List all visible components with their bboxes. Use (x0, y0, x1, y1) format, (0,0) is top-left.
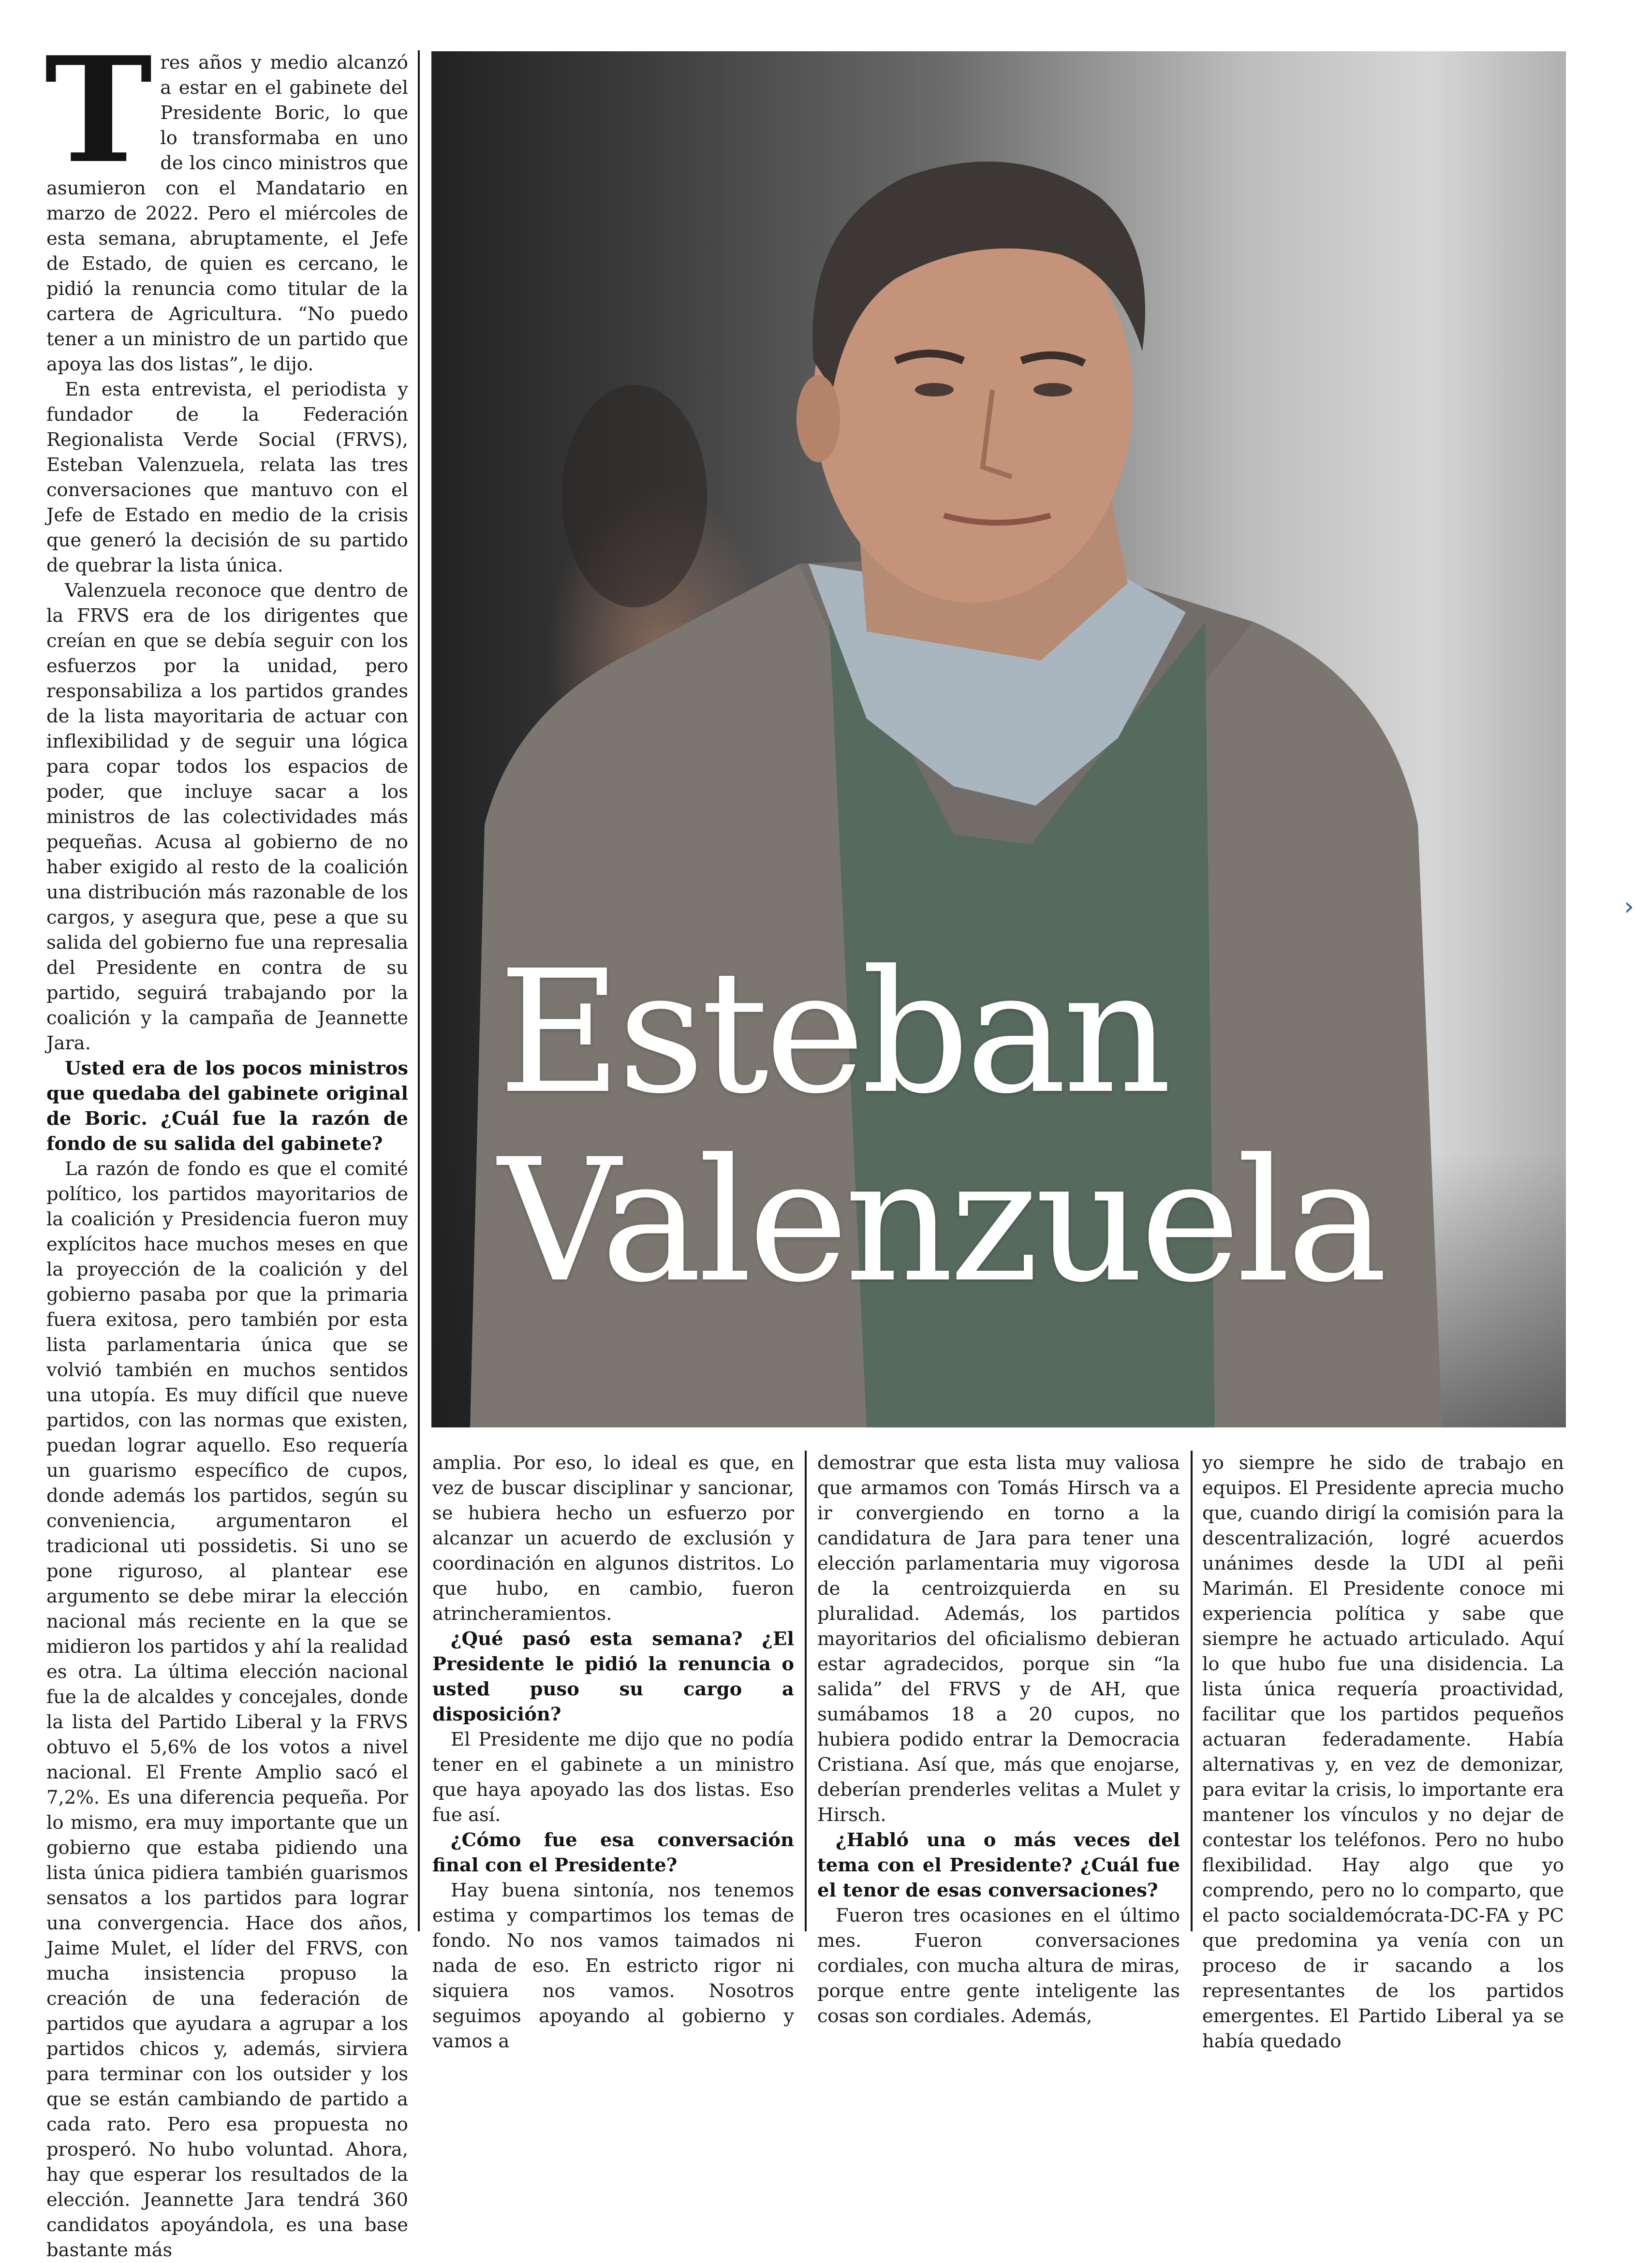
interview-answer: yo siempre he sido de trabajo en equipos. El Presidente aprecia mucho que, cuando dirigí la comisión para la descentralización, logré acuerdos unánimes desde la UDI al peñi Marimán. El Presidente conoce mi experiencia política y sabe que siempre he actuado articulado. Aquí lo que hubo fue una disidencia. La lista única requería proactividad, facilitar que los partidos pequeños actuaran federadamente. Había alternativas y, en vez de demonizar, para evitar la crisis, lo importante era mantener los vínculos y no dejar de contestar los teléfonos. Pero no hubo flexibilidad. Hay algo que yo comprendo, pero no lo comparto, que el pacto socialdemócrata-DC-FA y PC que predomina ya venía con un proceso de ir sacando a los representantes de los partidos emergentes. El Partido Liberal ya se había quedado (1202, 1452, 1564, 2052)
interview-question: Usted era de los pocos ministros que quedaba del gabinete original de Boric. ¿Cuál fue la razón de fondo de su salida del gabinete? (46, 1058, 408, 1155)
interview-answer: Fueron tres ocasiones en el último mes. Fueron conversaciones cordiales, con mucha altura de miras, porque entre gente inteligente las cosas son cordiales. Además, (817, 1905, 1180, 2027)
drop-cap: T (44, 25, 153, 195)
headline-first-name: Esteban (498, 934, 1168, 1131)
interview-question: ¿Habló una o más veces del tema con el Presidente? ¿Cuál fue el tenor de esas conversaciones? (817, 1829, 1180, 1901)
column-divider (418, 50, 420, 1931)
lead-text: res años y medio alcanzó a estar en el gabinete del Presidente Boric, lo que lo transformaba en uno de los cinco ministros que asumieron con el Mandatario en marzo de 2022. Pero el miércoles de esta semana, abruptamente, el Jefe de Estado, de quien es cercano, le pidió la renuncia como titular de la cartera de Agricultura. “No puedo tener a un ministro de un partido que apoya las dos listas”, le dijo. (46, 52, 408, 375)
lead-paragraph (44, 25, 408, 377)
article-column-2 (432, 1451, 794, 2054)
interview-answer: amplia. Por eso, lo ideal es que, en vez de buscar disciplinar y sancionar, se hubiera hecho un esfuerzo por alcanzar un acuerdo de exclusión y coordinación en algunos distritos. Lo que hubo, en cambio, fueron atrincheramientos. (432, 1452, 794, 1625)
interview-answer: La razón de fondo es que el comité político, los partidos mayoritarios de la coalición y Presidencia fueron muy explícitos hace muchos meses en que la proyección de la coalición y del gobierno pasaba por que la primaria fuera exitosa, pero también por esta lista parlamentaria única que se volvió también en muchos sentidos una utopía. Es muy difícil que nueve partidos, con las normas que existen, puedan lograr aquello. Eso requería un guarismo específico de cupos, donde además los partidos, según su conveniencia, argumentaron el tradicional uti possidetis. Si uno se pone riguroso, al plantear ese argumento se debe mirar la elección nacional más reciente en la que se midieron los partidos y ahí la realidad es otra. La última elección nacional fue la de alcaldes y concejales, donde la lista del Partido Liberal y la FRVS obtuvo el 5,6% de los votos a nivel nacional. El Frente Amplio sacó el 7,2%. Es una diferencia pequeña. Por lo mismo, era muy importante que un gobierno que estaba pidiendo una lista única pidiera también guarismos sensatos a los partidos para lograr una convergencia. Hace dos años, Jaime Mulet, el líder del FRVS, con mucha insistencia propuso la creación de una federación de partidos que ayudara a agrupar a los partidos chicos y, además, sirviera para terminar con los outsider y los que se están cambiando de partido a cada rato. Pero esa propuesta no prosperó. No hubo voluntad. Ahora, hay que esperar los resultados de la elección. Jeannette Jara tendrá 360 candidatos apoyándola, es una base bastante más (46, 1158, 408, 2261)
body-paragraph: En esta entrevista, el periodista y fundador de la Federación Regionalista Verde Social (FRVS), Esteban Valenzuela, relata las tres conversaciones que mantuvo con el Jefe de Estado en medio de la crisis que generó la decisión de su partido de quebrar la lista única. (46, 379, 408, 576)
interview-question: ¿Qué pasó esta semana? ¿El Presidente le pidió la renuncia o usted puso su cargo a disposición? (432, 1628, 794, 1725)
body-paragraph: Valenzuela reconoce que dentro de la FRVS era de los dirigentes que creían en que se debía seguir con los esfuerzos por la unidad, pero responsabiliza a los partidos grandes de la lista mayoritaria de actuar con inflexibilidad y de seguir una lógica para copar todos los espacios de poder, que incluye sacar a los ministros de las colectividades más pequeñas. Acusa al gobierno de no haber exigido al resto de la coalición una distribución más razonable de los cargos, y asegura que, pese a que su salida del gobierno fue una represalia del Presidente en contra de su partido, seguirá trabajando por la coalición y la campaña de Jeannette Jara. (46, 580, 408, 1054)
column-divider (805, 1451, 807, 1931)
article-column-4 (1202, 1451, 1564, 2054)
interview-answer: Hay buena sintonía, nos tenemos estima y compartimos los temas de fondo. No nos vamos taimados ni nada de eso. En estricto rigor ni siquiera nos vamos. Nosotros seguimos apoyando al gobierno y vamos a (432, 1880, 794, 2052)
article-column-1 (44, 25, 408, 2263)
column-divider (1191, 1451, 1193, 1931)
interview-question: ¿Cómo fue esa conversación final con el Presidente? (432, 1829, 794, 1876)
headline-last-name: Valenzuela (498, 1122, 1384, 1320)
interview-answer: demostrar que esta lista muy valiosa que armamos con Tomás Hirsch va a ir convergiendo en torno a la candidatura de Jara para tener una elección parlamentaria muy vigorosa de la centroizquierda en su pluralidad. Además, los partidos mayoritarios del oficialismo debieran estar agradecidos, porque sin “la salida” del FRVS y de AH, que sumábamos 18 a 20 cupos, no hubiera podido entrar la Democracia Cristiana. Así que, más que enojarse, deberían prenderles velitas a Mulet y Hirsch. (817, 1452, 1180, 1826)
headline-name (498, 934, 1384, 1320)
article-column-3 (817, 1451, 1180, 2029)
portrait-photo (431, 51, 1566, 1427)
chevron-right-icon[interactable]: › (1624, 892, 1634, 921)
interview-answer: El Presidente me dijo que no podía tener en el gabinete a un ministro que haya apoyado las dos listas. Eso fue así. (432, 1729, 794, 1826)
